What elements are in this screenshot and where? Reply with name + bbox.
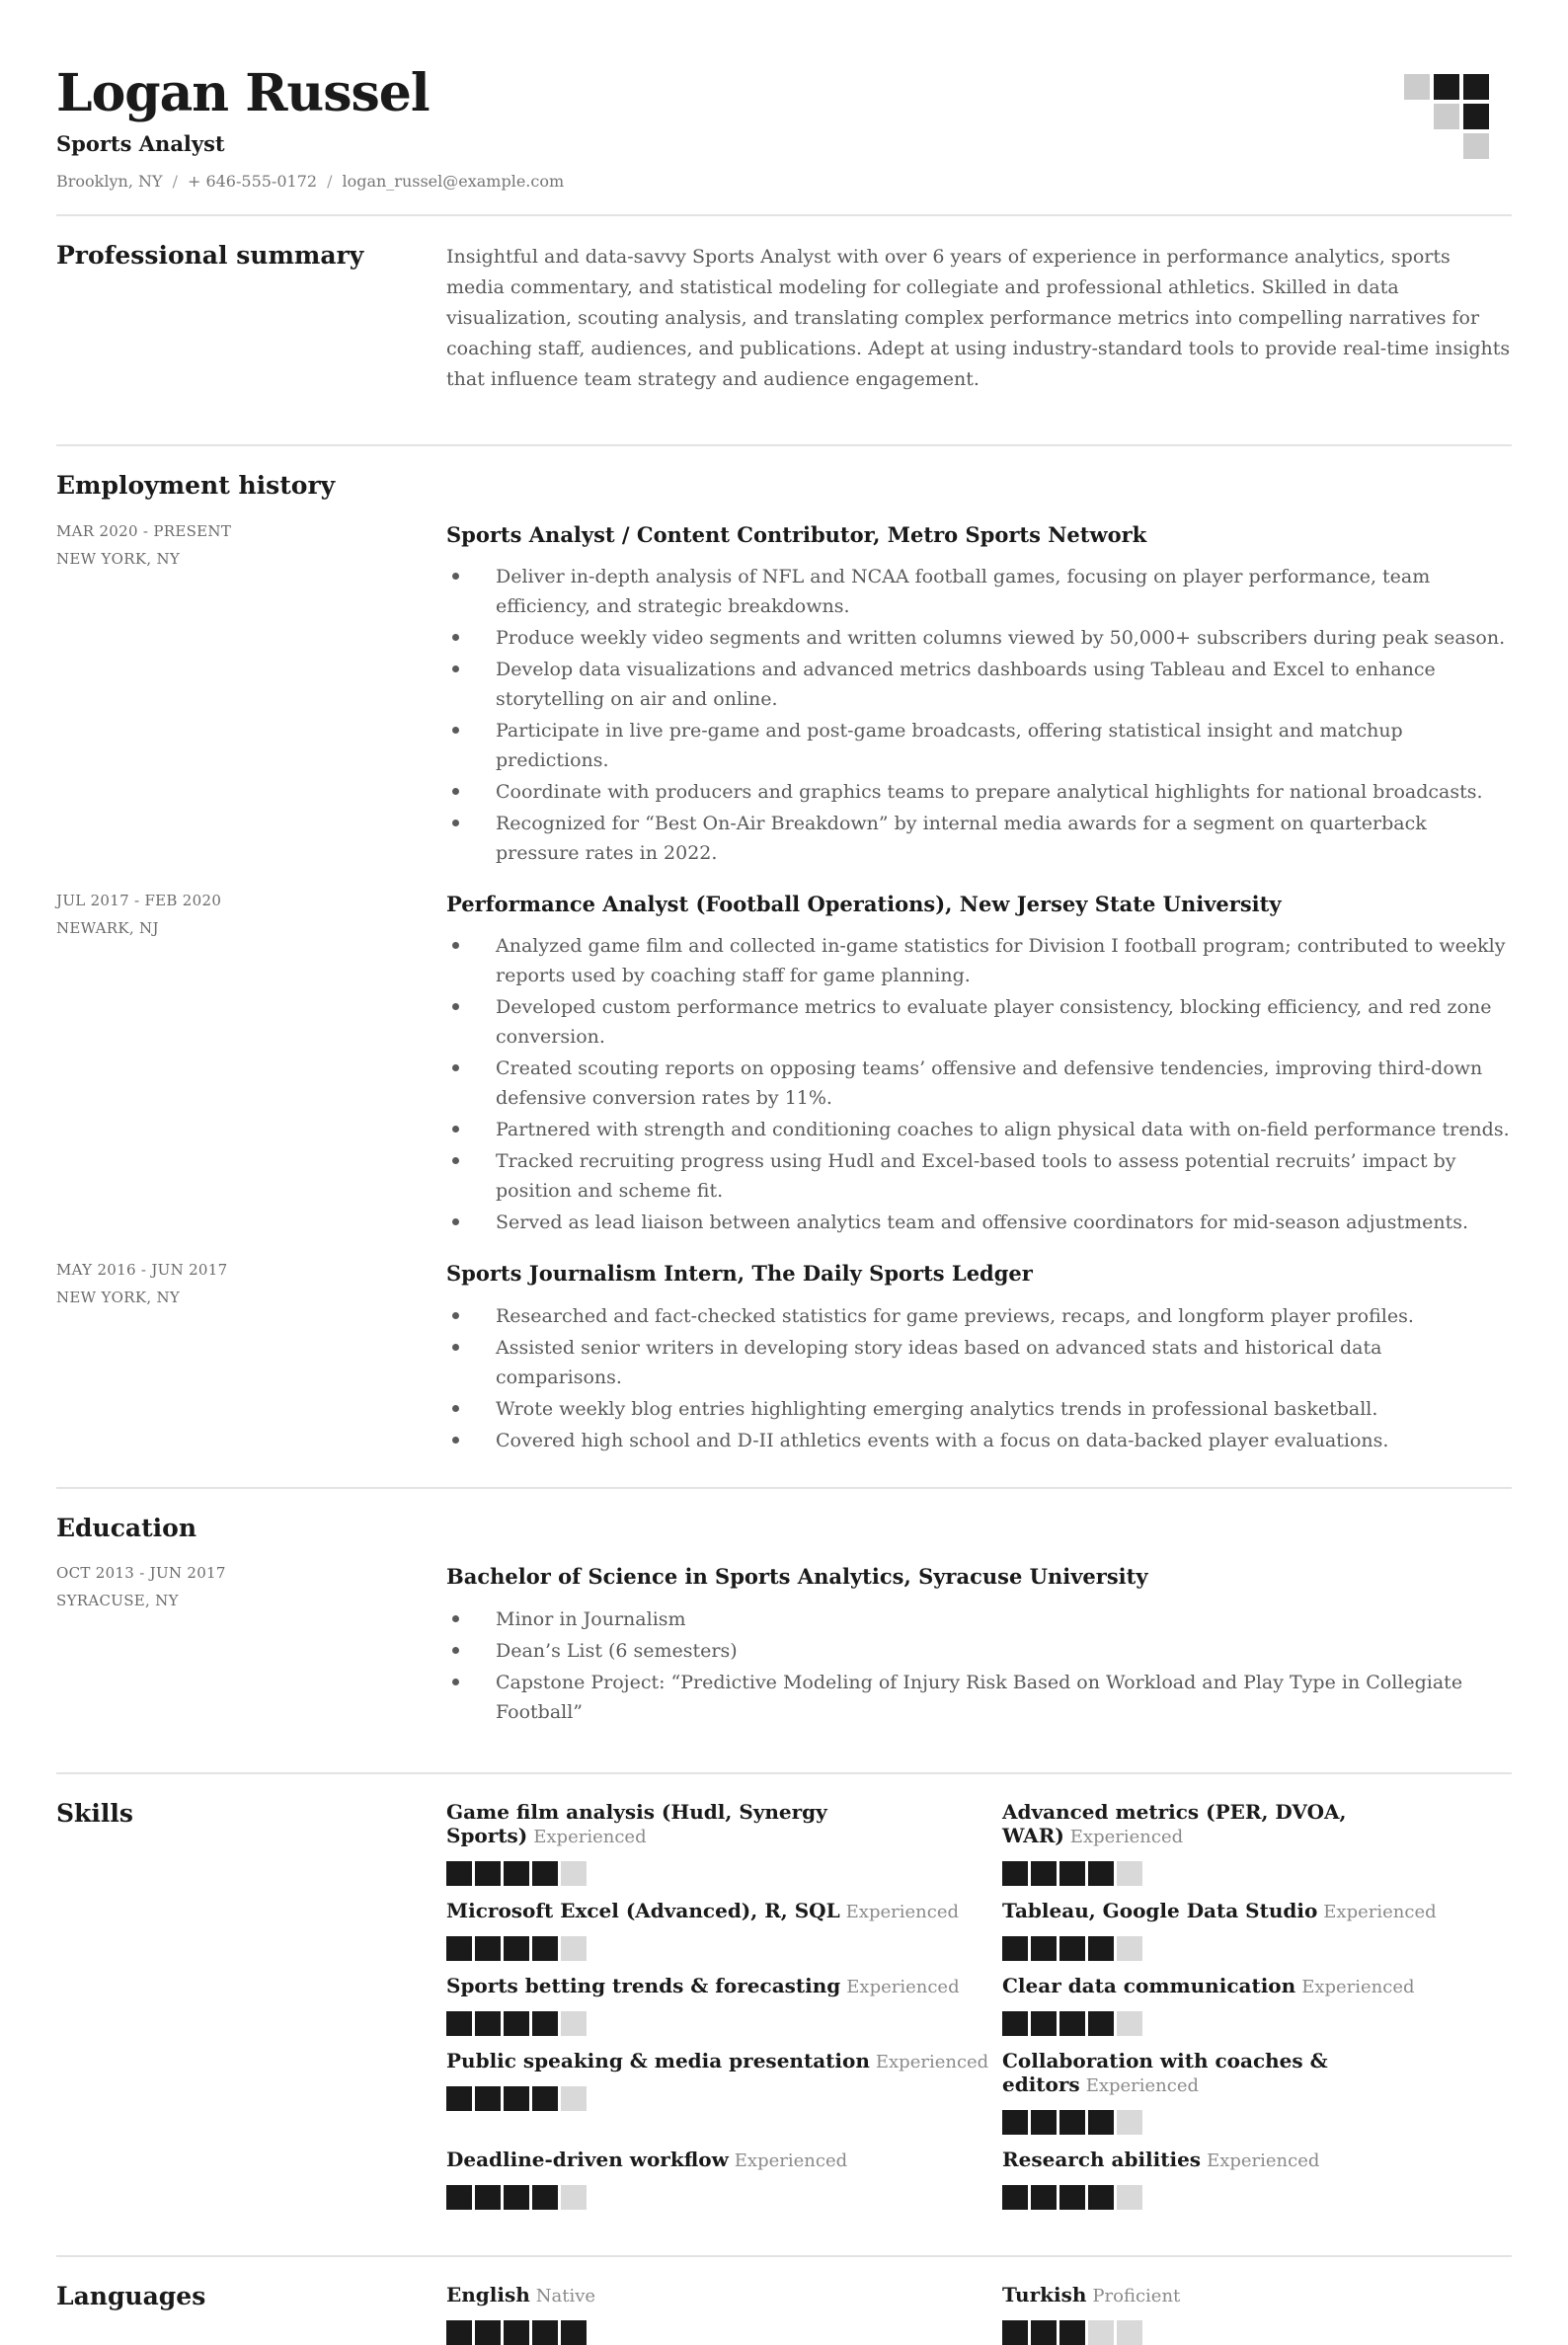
education-bullet: Capstone Project: “Predictive Modeling of Injury Risk Based on Workload and Play Type in Collegiate Football” <box>446 1668 1512 1727</box>
candidate-name: Logan Russel <box>56 63 430 123</box>
skill-name: Public speaking & media presentation <box>446 2048 870 2072</box>
job-bullet: Tracked recruiting progress using Hudl and Excel-based tools to assess potential recruits’ impact by position and scheme fit. <box>446 1146 1512 1206</box>
job-bullet: Partnered with strength and conditioning coaches to align physical data with on-field performance trends. <box>446 1115 1512 1144</box>
contact-email: logan_russel@example.com <box>342 172 565 192</box>
skill-name: Tableau, Google Data Studio <box>1002 1898 1318 1922</box>
contact-separator: / <box>327 172 333 192</box>
skill-level-label: Experienced <box>846 1976 960 1997</box>
languages-heading: Languages <box>56 2281 206 2310</box>
education-heading: Education <box>56 1513 197 1542</box>
job-bullet: Deliver in-depth analysis of NFL and NCAA football games, focusing on player performance, team efficiency, and strategic breakdowns. <box>446 562 1512 621</box>
skill-item <box>1002 1800 1512 1886</box>
skill-item <box>1002 1974 1512 2036</box>
skill-level-bar <box>446 2011 1002 2036</box>
skill-level-bar <box>1002 1936 1512 1961</box>
job-bullet: Served as lead liaison between analytics team and offensive coordinators for mid-season adjustments. <box>446 1208 1512 1237</box>
job-bullet: Developed custom performance metrics to evaluate player consistency, blocking efficiency, and red zone conversion. <box>446 992 1512 1052</box>
language-item <box>446 2283 1002 2345</box>
skill-name: Collaboration with coaches & editors <box>1002 2048 1328 2096</box>
summary-heading: Professional summary <box>56 241 364 271</box>
education-bullet-list <box>446 1604 1512 1727</box>
skill-level-label: Experienced <box>1207 2150 1320 2171</box>
candidate-job-title: Sports Analyst <box>56 131 225 157</box>
header <box>56 63 1512 192</box>
employment-heading: Employment history <box>56 471 336 501</box>
education-entry <box>56 1564 1512 1728</box>
skill-level-label: Experienced <box>533 1826 647 1847</box>
job-bullet-list <box>446 1301 1512 1455</box>
skill-level-label: Experienced <box>1085 2074 1200 2096</box>
job-bullet: Wrote weekly blog entries highlighting emerging analytics trends in professional basketball. <box>446 1394 1512 1424</box>
language-name: Turkish <box>1002 2282 1087 2306</box>
contact-phone: + 646-555-0172 <box>187 172 318 192</box>
skill-item <box>1002 1899 1512 1961</box>
job-bullet-list <box>446 931 1512 1237</box>
employment-entry <box>56 1261 1512 1456</box>
skill-level-bar <box>1002 2110 1512 2135</box>
skill-level-label: Experienced <box>1301 1976 1415 1997</box>
summary-label <box>56 242 446 421</box>
job-bullet: Analyzed game film and collected in-game statistics for Division I football program; contributed to weekly reports used by coaching staff for game planning. <box>446 931 1512 990</box>
job-location: NEWARK, NJ <box>56 919 159 938</box>
section-education <box>56 1489 1512 1749</box>
skill-item <box>446 2148 1002 2210</box>
skill-level-label: Experienced <box>875 2051 989 2072</box>
skill-level-bar <box>1002 2011 1512 2036</box>
language-level-bar <box>446 2320 1002 2345</box>
skill-level-label: Experienced <box>845 1901 959 1922</box>
job-bullet: Recognized for “Best On-Air Breakdown” by internal media awards for a segment on quarterback pressure rates in 2022. <box>446 809 1512 868</box>
skills-grid <box>446 1800 1512 2210</box>
employment-entry <box>56 522 1512 870</box>
skill-item <box>1002 2049 1512 2135</box>
skill-name: Clear data communication <box>1002 1973 1296 1997</box>
language-level-label: Proficient <box>1092 2285 1181 2306</box>
job-bullet: Participate in live pre-game and post-game broadcasts, offering statistical insight and matchup predictions. <box>446 716 1512 775</box>
employment-entry <box>56 892 1512 1239</box>
skill-name: Game film analysis (Hudl, Synergy Sports) <box>446 1799 827 1847</box>
skill-name: Microsoft Excel (Advanced), R, SQL <box>446 1898 840 1922</box>
skill-name: Sports betting trends & forecasting <box>446 1973 841 1997</box>
language-item <box>1002 2283 1512 2345</box>
section-skills <box>56 1774 1512 2231</box>
summary-text: Insightful and data-savvy Sports Analyst with over 6 years of experience in performance analytics, sports media commentary, and statistical modeling for collegiate and professional athletics. Skilled in data visualization, scouting analysis, and translating complex performance metrics into compelling narratives for coaching staff, audiences, and publications. Adept at using industry-standard tools to provide real-time insights that influence team strategy and audience engagement. <box>446 246 1511 391</box>
contact-line <box>56 172 1512 191</box>
job-bullet: Develop data visualizations and advanced metrics dashboards using Tableau and Excel to enhance storytelling on air and online. <box>446 655 1512 714</box>
job-bullet: Coordinate with producers and graphics teams to prepare analytical highlights for national broadcasts. <box>446 777 1512 807</box>
job-title: Sports Analyst / Content Contributor, Metro Sports Network <box>446 521 1147 547</box>
job-bullet: Created scouting reports on opposing teams’ offensive and defensive tendencies, improving third-down defensive conversion rates by 11%. <box>446 1054 1512 1113</box>
skill-name: Deadline-driven workflow <box>446 2147 729 2171</box>
skill-level-bar <box>446 1861 1002 1886</box>
job-title: Performance Analyst (Football Operations), New Jersey State University <box>446 892 1282 917</box>
education-dates: OCT 2013 - JUN 2017 <box>56 1564 226 1583</box>
skill-level-label: Experienced <box>1069 1826 1184 1847</box>
education-bullet: Minor in Journalism <box>446 1604 1512 1634</box>
job-bullet: Researched and fact-checked statistics for game previews, recaps, and longform player profiles. <box>446 1301 1512 1331</box>
skill-level-bar <box>446 2185 1002 2210</box>
section-employment <box>56 446 1512 1463</box>
skill-level-label: Experienced <box>1323 1901 1437 1922</box>
section-languages <box>56 2257 1512 2345</box>
section-summary <box>56 216 1512 421</box>
education-bullet: Dean’s List (6 semesters) <box>446 1636 1512 1666</box>
education-degree-title: Bachelor of Science in Sports Analytics, Syracuse University <box>446 1564 1148 1590</box>
job-dates: JUL 2017 - FEB 2020 <box>56 892 222 910</box>
skill-name: Research abilities <box>1002 2147 1202 2171</box>
skill-level-bar <box>1002 2185 1512 2210</box>
job-title: Sports Journalism Intern, The Daily Sports Ledger <box>446 1261 1033 1287</box>
skill-level-label: Experienced <box>734 2150 848 2171</box>
skill-level-bar <box>1002 1861 1512 1886</box>
job-location: NEW YORK, NY <box>56 1289 181 1307</box>
job-bullet: Produce weekly video segments and written columns viewed by 50,000+ subscribers during peak season. <box>446 623 1512 653</box>
language-name: English <box>446 2282 530 2306</box>
job-bullet: Covered high school and D-II athletics events with a focus on data-backed player evaluations. <box>446 1426 1512 1455</box>
skill-item <box>446 1974 1002 2036</box>
skills-heading: Skills <box>56 1798 133 1828</box>
job-bullet-list <box>446 562 1512 868</box>
contact-separator: / <box>172 172 178 192</box>
skill-item <box>1002 2148 1512 2210</box>
brand-pixel-grid-icon <box>1404 74 1489 159</box>
job-dates: MAR 2020 - PRESENT <box>56 521 232 540</box>
skill-level-bar <box>446 2086 1002 2111</box>
language-level-label: Native <box>535 2285 596 2306</box>
languages-grid <box>446 2283 1512 2345</box>
contact-location: Brooklyn, NY <box>56 172 163 192</box>
job-bullet: Assisted senior writers in developing story ideas based on advanced stats and historical data comparisons. <box>446 1333 1512 1392</box>
skill-level-bar <box>446 1936 1002 1961</box>
job-location: NEW YORK, NY <box>56 549 181 568</box>
skill-item <box>446 1899 1002 1961</box>
job-dates: MAY 2016 - JUN 2017 <box>56 1261 228 1280</box>
skill-item <box>446 2049 1002 2135</box>
language-level-bar <box>1002 2320 1512 2345</box>
skill-name: Advanced metrics (PER, DVOA, WAR) <box>1002 1799 1347 1847</box>
education-location: SYRACUSE, NY <box>56 1592 179 1610</box>
skill-item <box>446 1800 1002 1886</box>
